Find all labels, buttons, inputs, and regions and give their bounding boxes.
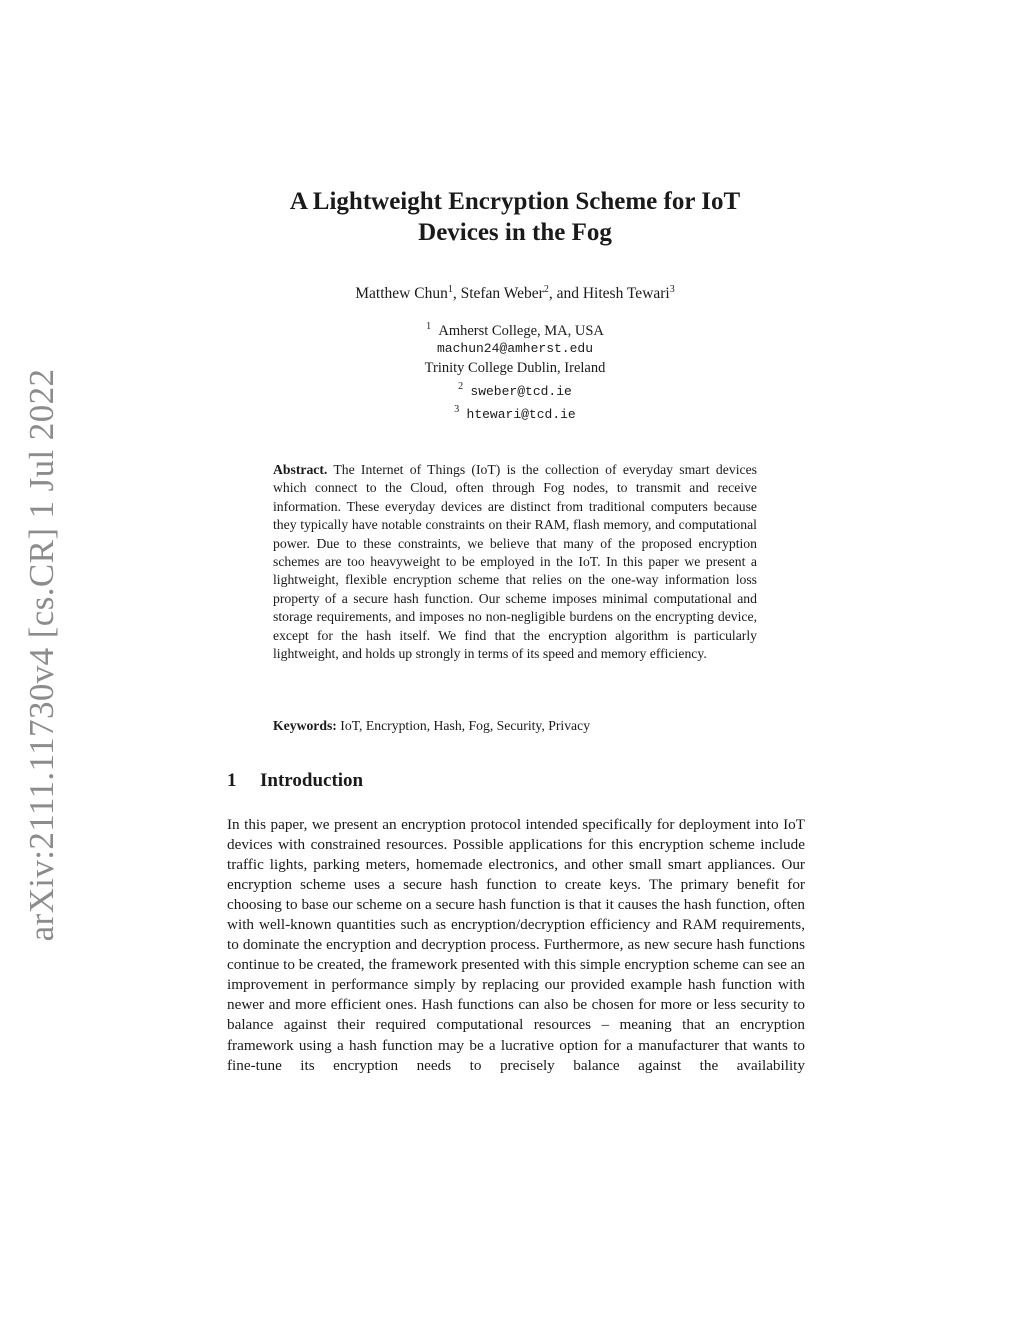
author-mark: 2: [543, 284, 549, 295]
author-name: Stefan Weber: [460, 285, 544, 303]
author-list: Matthew Chun$^1$, Stefan Weber$^2$, and Hitesh Tewari$^3$: [355, 284, 675, 303]
section-heading: [227, 770, 363, 792]
paper-title: [200, 186, 830, 248]
section-title: Introduction: [260, 770, 364, 791]
email-address[interactable]: sweber@tcd.ie: [470, 383, 572, 399]
affiliation-line: $^1$ Amherst College, MA, USA: [426, 321, 604, 339]
abstract-text: The Internet of Things (IoT) is the collection of everyday smart devices which connect to the Cloud, often through Fog nodes, to transmit and receive information. These everyday devices are distinct from traditional computers because they typically have notable constraints on their RAM, flash memory, and computational power. Due to these constraints, we believe that many of the proposed encryption schemes are too heavyweight to be employed in the IoT. In this paper we present a lightweight, flexible encryption scheme that relies on the one-way information loss property of a secure hash function. Our scheme imposes minimal computational and storage requirements, and imposes no non-negligible burdens on the encrypting device, except for the hash itself. We find that the encryption algorithm is particularly lightweight, and holds up strongly in terms of its speed and memory efficiency.: [273, 462, 757, 662]
title-line-2: Devices in the Fog: [418, 219, 612, 246]
affiliation-line: Trinity College Dublin, Ireland: [424, 360, 606, 377]
arxiv-identifier: arXiv:2111.11730v4 [cs.CR] 1 Jul 2022: [22, 368, 61, 942]
email-address[interactable]: htewari@tcd.ie: [466, 406, 576, 422]
author-mark: 3: [669, 284, 675, 295]
section-number: 1: [227, 770, 237, 791]
keywords-label: Keywords:: [273, 718, 337, 733]
title-line-1: A Lightweight Encryption Scheme for IoT: [289, 188, 741, 215]
body-paragraph: In this paper, we present an encryption protocol intended specifically for deployment into IoT devices with constrained resources. Possible applications for this encryption scheme include traffic lights, parking meters, homemade electronics, and other small smart appliances. Our encryption scheme uses a secure hash function to create keys. The primary benefit for choosing to base our scheme on a secure hash function is that it causes the hash function, often with well-known quantities such as encryption/decryption efficiency and RAM requirements, to dominate the encryption and decryption process. Furthermore, as new secure hash functions continue to be created, the framework presented with this simple encryption scheme can see an improvement in performance simply by replacing our provided example hash function with newer and more efficient ones. Hash functions can also be chosen for more or less security to balance against their required computational resources – meaning that an encryption framework using a hash function may be a lucrative option for a manufacturer that wants to fine-tune its encryption needs to precisely balance against the availability: [227, 816, 805, 1074]
affiliations: [300, 318, 730, 424]
affiliation-line: $^3$ htewari@tcd.ie: [454, 404, 576, 422]
keywords: [273, 718, 757, 734]
author-name: Matthew Chun: [355, 285, 448, 303]
email-address[interactable]: machun24@amherst.edu: [436, 341, 594, 357]
keywords-text: IoT, Encryption, Hash, Fog, Security, Privacy: [340, 718, 591, 733]
author-mark: 1: [447, 284, 453, 295]
abstract: [273, 461, 757, 663]
affiliation-line: $^2$ sweber@tcd.ie: [458, 380, 572, 399]
abstract-label: Abstract.: [273, 462, 328, 477]
author-name: Hitesh Tewari: [582, 285, 670, 303]
